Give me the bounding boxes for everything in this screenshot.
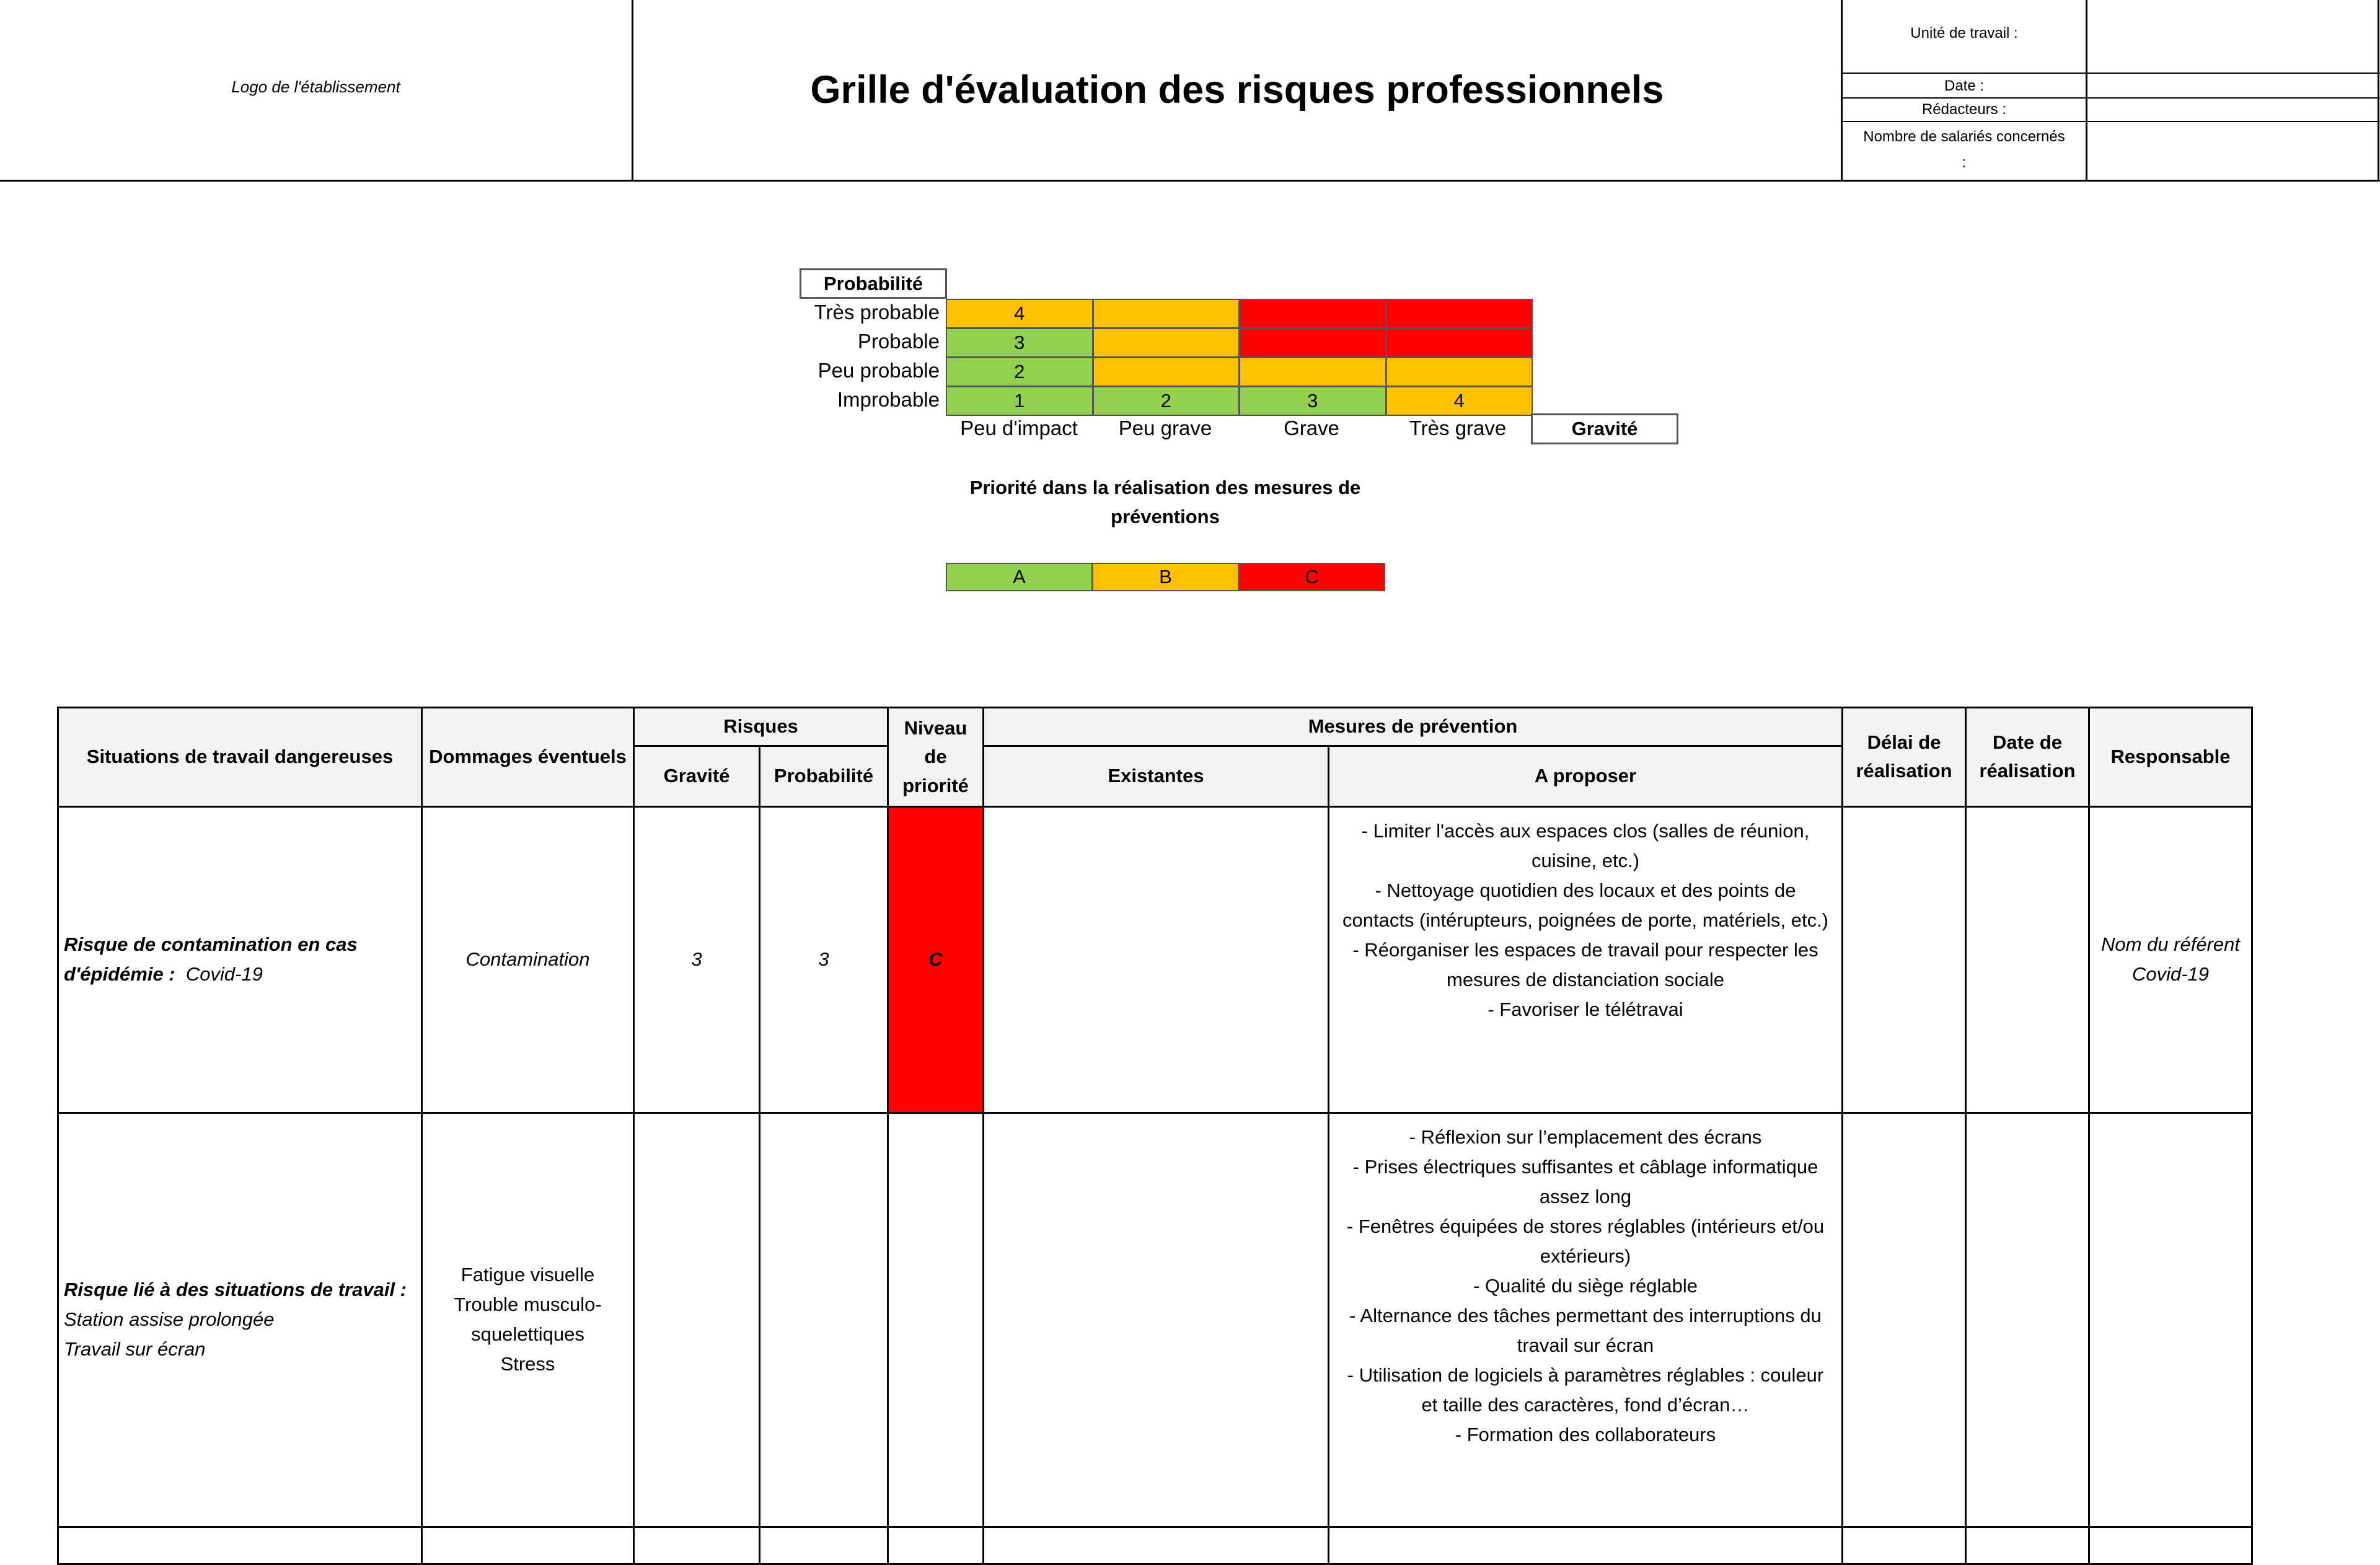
column-header-probability: Probabilité xyxy=(760,746,888,806)
responsible-cell[interactable] xyxy=(2089,1527,2252,1564)
authors-label: Rédacteurs : xyxy=(1921,101,2007,118)
proposed-measures-cell[interactable] xyxy=(1329,806,1843,1113)
matrix-cell xyxy=(1093,299,1240,328)
column-header-damages: Dommages éventuels xyxy=(422,708,634,807)
column-header-priority-level: Niveau de priorité xyxy=(888,708,984,807)
probability-row-label: Peu probable xyxy=(818,359,940,382)
date-cell[interactable] xyxy=(1966,806,2089,1113)
column-header-delay: Délai de réalisation xyxy=(1843,708,1966,807)
responsible-cell[interactable] xyxy=(2089,806,2252,1113)
damages-cell[interactable] xyxy=(422,806,634,1113)
probability-row-label: Très probable xyxy=(814,301,940,324)
priority-level-c: C xyxy=(1238,563,1385,591)
priority-level-b: B xyxy=(1092,563,1239,591)
column-header-to-propose: A proposer xyxy=(1329,746,1843,806)
logo-placeholder: Logo de l'établissement xyxy=(231,77,400,96)
proposed-measure-line: - Prises électriques suffisantes et câblage informatique xyxy=(1352,1155,1818,1178)
responsible-cell[interactable] xyxy=(2089,1113,2252,1527)
employees-label-line: Nombre de salariés concernés xyxy=(1863,128,2065,145)
damage-item: Trouble musculo- xyxy=(454,1293,602,1315)
matrix-cell: 4 xyxy=(1386,386,1533,416)
matrix-cell: 1 xyxy=(946,386,1093,416)
severity-column-label: Grave xyxy=(1284,417,1339,439)
damage-item: Fatigue visuelle xyxy=(461,1263,595,1285)
proposed-measure-line: - Qualité du siège réglable xyxy=(1473,1274,1698,1297)
situation-detail: Station assise prolongée xyxy=(64,1308,275,1330)
matrix-cell xyxy=(1386,357,1533,387)
severity-cell[interactable]: 3 xyxy=(634,806,760,1113)
severity-column-label: Peu grave xyxy=(1118,417,1212,439)
date-cell[interactable] xyxy=(1966,1527,2089,1564)
column-header-responsible: Responsable xyxy=(2089,708,2252,807)
existing-measures-cell[interactable] xyxy=(984,806,1329,1113)
matrix-cell xyxy=(1239,357,1386,387)
priority-legend-title-line: préventions xyxy=(1111,506,1220,527)
damage-item: squelettiques xyxy=(471,1323,584,1345)
situation-cell[interactable] xyxy=(58,1113,422,1527)
matrix-cell: 3 xyxy=(1239,386,1386,416)
damages-cell[interactable] xyxy=(422,1527,634,1564)
employees-label-line: : xyxy=(1962,154,1967,171)
proposed-measure-line: mesures de distanciation sociale xyxy=(1447,968,1725,990)
probability-axis-label: Probabilité xyxy=(800,268,947,299)
risk-assessment-table xyxy=(57,707,2253,1565)
matrix-cell xyxy=(1093,328,1240,358)
probability-row-label: Improbable xyxy=(837,388,940,411)
matrix-cell xyxy=(1386,299,1533,328)
date-label: Date : xyxy=(1944,77,1985,94)
damage-item: Stress xyxy=(500,1353,555,1375)
proposed-measure-line: - Utilisation de logiciels à paramètres réglables : couleur xyxy=(1347,1364,1824,1386)
priority-cell[interactable] xyxy=(888,1113,984,1527)
delay-cell[interactable] xyxy=(1843,806,1966,1113)
proposed-measure-line: cuisine, etc.) xyxy=(1532,849,1640,871)
table-row xyxy=(58,1113,2252,1527)
column-header-risks: Risques xyxy=(634,708,888,746)
date-field[interactable] xyxy=(2087,74,2378,97)
proposed-measure-line: extérieurs) xyxy=(1540,1245,1631,1267)
priority-legend-title-line: Priorité dans la réalisation des mesures de xyxy=(969,477,1361,498)
responsible-line: Covid-19 xyxy=(2131,963,2210,985)
delay-cell[interactable] xyxy=(1843,1113,1966,1527)
existing-measures-cell[interactable] xyxy=(984,1527,1329,1564)
situation-title: Risque lié à des situations de travail : xyxy=(64,1278,407,1300)
proposed-measures-cell[interactable] xyxy=(1329,1527,1843,1564)
matrix-cell: 4 xyxy=(946,299,1093,328)
matrix-cell: 2 xyxy=(1093,386,1240,416)
employees-field[interactable] xyxy=(2087,122,2378,180)
matrix-cell xyxy=(1093,357,1240,387)
column-header-existing: Existantes xyxy=(984,746,1329,806)
priority-cell[interactable] xyxy=(888,1527,984,1564)
table-row xyxy=(58,806,2252,1113)
unit-label: Unité de travail : xyxy=(1910,25,2018,42)
situation-title: Risque de contamination en cas d'épidémie : xyxy=(64,933,358,985)
proposed-measure-line: travail sur écran xyxy=(1517,1334,1654,1356)
date-cell[interactable] xyxy=(1966,1113,2089,1527)
column-header-date: Date de réalisation xyxy=(1966,708,2089,807)
severity-cell[interactable] xyxy=(634,1527,760,1564)
situation-cell[interactable] xyxy=(58,1527,422,1564)
column-header-prevention: Mesures de prévention xyxy=(984,708,1843,746)
proposed-measure-line: - Limiter l'accès aux espaces clos (salles de réunion, xyxy=(1361,819,1810,842)
probability-cell[interactable] xyxy=(760,1113,888,1527)
situation-cell[interactable] xyxy=(58,806,422,1113)
matrix-cell xyxy=(1239,299,1386,328)
employees-label xyxy=(1843,124,2086,179)
proposed-measure-line: - Nettoyage quotidien des locaux et des points de xyxy=(1375,879,1796,901)
probability-cell[interactable] xyxy=(760,1527,888,1564)
matrix-cell xyxy=(1386,328,1533,358)
header-divider xyxy=(2378,0,2379,181)
priority-level-a: A xyxy=(946,563,1093,591)
damages-cell[interactable] xyxy=(422,1113,634,1527)
existing-measures-cell[interactable] xyxy=(984,1113,1329,1527)
page-title: Grille d'évaluation des risques professionnels xyxy=(810,68,1664,112)
matrix-cell xyxy=(1239,328,1386,358)
responsible-line: Nom du référent xyxy=(2101,933,2241,955)
table-row xyxy=(58,1527,2252,1564)
proposed-measure-line: - Fenêtres équipées de stores réglables (intérieurs et/ou xyxy=(1346,1215,1825,1237)
matrix-cell: 2 xyxy=(946,357,1093,387)
proposed-measure-line: - Réorganiser les espaces de travail pour respecter les xyxy=(1352,938,1818,961)
proposed-measure-line: - Favoriser le télétravai xyxy=(1488,998,1683,1020)
header-bottom-border xyxy=(0,180,2380,182)
severity-cell[interactable] xyxy=(634,1113,760,1527)
proposed-measure-line: - Alternance des tâches permettant des interruptions du xyxy=(1349,1304,1822,1326)
priority-legend-title xyxy=(930,473,1401,531)
authors-field[interactable] xyxy=(2087,99,2378,121)
situation-detail: Covid-19 xyxy=(185,963,263,985)
column-header-severity: Gravité xyxy=(634,746,760,806)
proposed-measure-line: - Formation des collaborateurs xyxy=(1455,1423,1716,1445)
column-header-situations: Situations de travail dangereuses xyxy=(58,708,422,807)
damage-item: Contamination xyxy=(465,948,590,970)
severity-column-label: Très grave xyxy=(1409,417,1507,439)
proposed-measure-line: assez long xyxy=(1539,1185,1632,1207)
proposed-measure-line: contacts (intérupteurs, poignées de porte, matériels, etc.) xyxy=(1342,909,1829,931)
proposed-measure-line: - Réflexion sur l’emplacement des écrans xyxy=(1409,1126,1762,1148)
severity-axis-label: Gravité xyxy=(1531,413,1678,444)
priority-cell[interactable]: C xyxy=(888,806,984,1113)
proposed-measures-cell[interactable] xyxy=(1329,1113,1843,1527)
header-field-divider xyxy=(1841,73,2380,74)
proposed-measure-line: et taille des caractères, fond d’écran… xyxy=(1421,1393,1750,1416)
severity-column-label: Peu d'impact xyxy=(960,417,1078,439)
probability-row-label: Probable xyxy=(857,330,940,353)
situation-detail: Travail sur écran xyxy=(64,1338,206,1360)
unit-field[interactable] xyxy=(2087,0,2378,73)
matrix-cell: 3 xyxy=(946,328,1093,358)
probability-cell[interactable]: 3 xyxy=(760,806,888,1113)
delay-cell[interactable] xyxy=(1843,1527,1966,1564)
